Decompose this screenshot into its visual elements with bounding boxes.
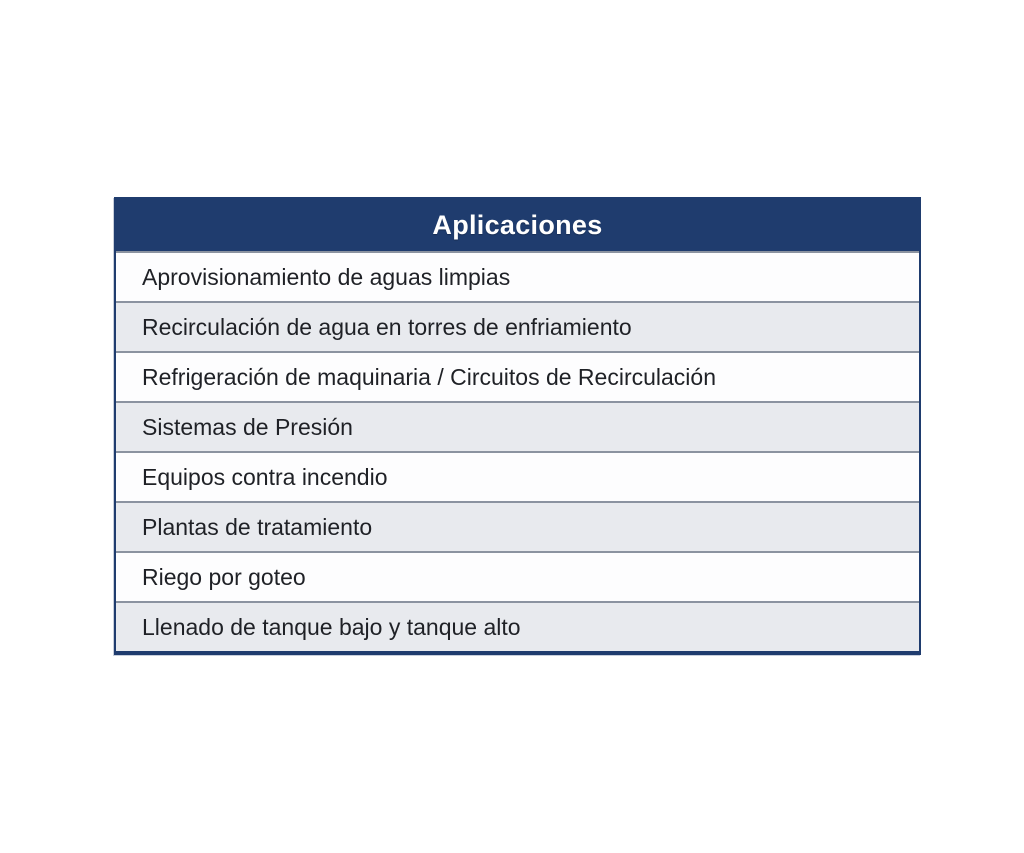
table-row: Refrigeración de maquinaria / Circuitos de Recirculación xyxy=(116,351,919,401)
table-row: Sistemas de Presión xyxy=(116,401,919,451)
table-row: Aprovisionamiento de aguas limpias xyxy=(116,251,919,301)
table-row: Plantas de tratamiento xyxy=(116,501,919,551)
applications-table-title: Aplicaciones xyxy=(116,199,919,251)
table-row: Recirculación de agua en torres de enfriamiento xyxy=(116,301,919,351)
table-row: Equipos contra incendio xyxy=(116,451,919,501)
table-row: Riego por goteo xyxy=(116,551,919,601)
table-row: Llenado de tanque bajo y tanque alto xyxy=(116,601,919,651)
applications-table xyxy=(114,197,921,655)
